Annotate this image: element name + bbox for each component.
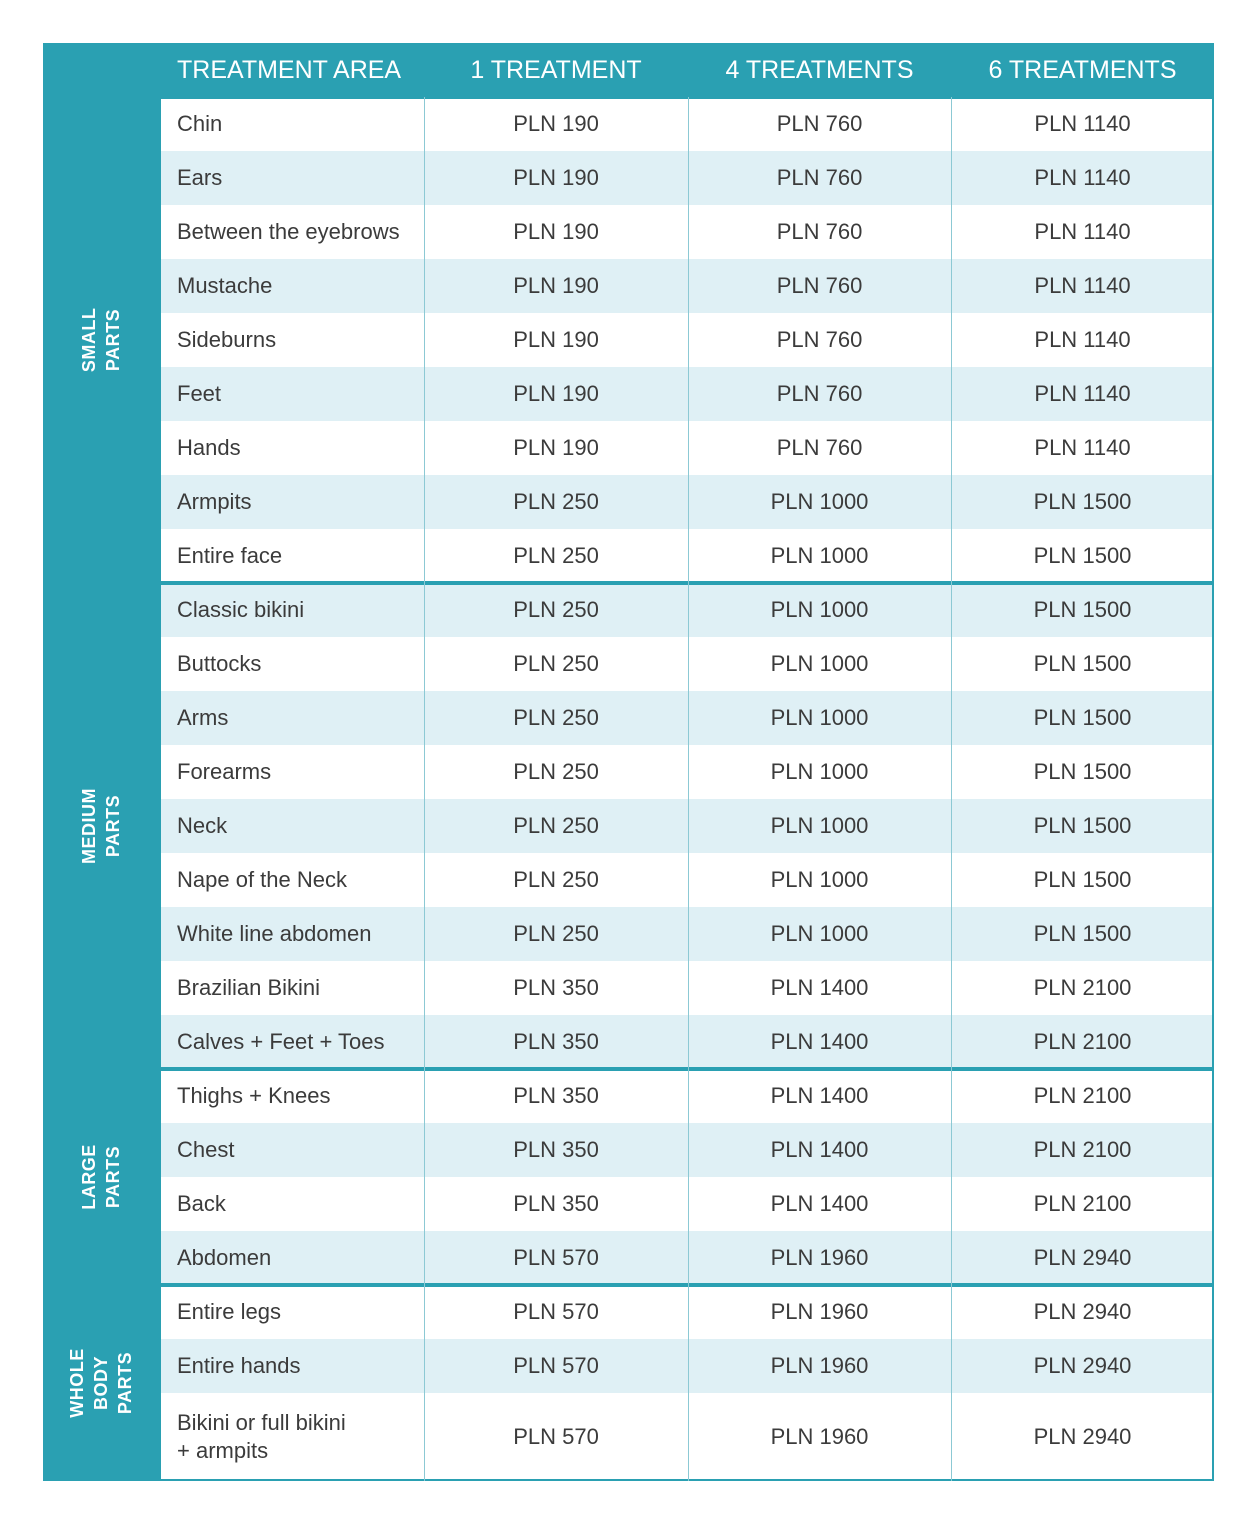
price-cell: PLN 2940 [1033, 1299, 1132, 1324]
price-cell: PLN 570 [513, 1245, 599, 1270]
price-cell: PLN 350 [513, 1029, 599, 1054]
price-cell: PLN 1000 [770, 813, 869, 838]
price-cell: PLN 2100 [1033, 975, 1132, 1000]
price-cell: PLN 2940 [1033, 1353, 1132, 1378]
price-cell: PLN 1500 [1033, 489, 1132, 514]
price-cell: PLN 1140 [1034, 219, 1131, 244]
treatment-area-cell: Arms [177, 705, 229, 730]
category-band [43, 97, 159, 583]
group-outline [159, 583, 1214, 1069]
treatment-area-cell: Back [177, 1191, 226, 1216]
column-divider [951, 97, 952, 1481]
price-cell: PLN 1960 [770, 1353, 869, 1378]
price-cell: PLN 2100 [1033, 1137, 1132, 1162]
price-cell: PLN 2100 [1033, 1191, 1132, 1216]
price-cell: PLN 190 [513, 111, 599, 136]
price-cell: PLN 250 [513, 921, 599, 946]
price-cell: PLN 1960 [770, 1299, 869, 1324]
treatment-area-cell: Calves + Feet + Toes [177, 1029, 385, 1054]
category-band [43, 1285, 159, 1481]
price-cell: PLN 1500 [1033, 543, 1132, 568]
category-label: SMALL PARTS [79, 307, 123, 373]
price-cell: PLN 1000 [770, 489, 869, 514]
treatment-area-cell: Classic bikini [177, 597, 305, 622]
treatment-area-cell: Entire hands [177, 1353, 301, 1378]
treatment-area-cell: Entire face [177, 543, 283, 568]
price-cell: PLN 760 [776, 381, 863, 406]
price-cell: PLN 1400 [770, 975, 869, 1000]
treatment-area-cell: Nape of the Neck [177, 867, 347, 892]
price-cell: PLN 1400 [770, 1029, 869, 1054]
price-cell: PLN 250 [513, 759, 599, 784]
category-label: LARGE PARTS [79, 1144, 123, 1210]
treatment-area-cell: Armpits [177, 489, 252, 514]
price-cell: PLN 1500 [1033, 597, 1132, 622]
price-cell: PLN 350 [513, 975, 599, 1000]
price-cell: PLN 1960 [770, 1245, 869, 1270]
price-cell: PLN 1140 [1034, 111, 1131, 136]
price-cell: PLN 760 [776, 435, 863, 460]
price-cell: PLN 1140 [1034, 381, 1131, 406]
price-cell: PLN 1500 [1033, 867, 1132, 892]
price-cell: PLN 1000 [770, 597, 869, 622]
price-cell: PLN 250 [513, 813, 599, 838]
price-cell: PLN 2940 [1033, 1245, 1132, 1270]
price-cell: PLN 190 [513, 273, 599, 298]
price-cell: PLN 250 [513, 597, 599, 622]
price-cell: PLN 570 [513, 1424, 599, 1449]
price-cell: PLN 760 [776, 219, 863, 244]
treatment-area-cell: Between the eyebrows [177, 219, 400, 244]
column-divider [688, 97, 689, 1481]
column-divider [424, 97, 425, 1481]
price-cell: PLN 250 [513, 651, 599, 676]
header-cell: 1 TREATMENT [470, 56, 642, 84]
price-cell: PLN 1140 [1034, 165, 1131, 190]
treatment-area-cell: Abdomen [177, 1245, 272, 1270]
price-cell: PLN 1400 [770, 1083, 869, 1108]
group-outline [159, 1285, 1214, 1481]
price-cell: PLN 250 [513, 705, 599, 730]
treatment-area-cell: Neck [177, 813, 228, 838]
price-cell: PLN 350 [513, 1191, 599, 1216]
table-header [159, 43, 1214, 97]
price-cell: PLN 250 [513, 867, 599, 892]
price-cell: PLN 1000 [770, 867, 869, 892]
price-cell: PLN 1000 [770, 543, 869, 568]
price-cell: PLN 190 [513, 381, 599, 406]
price-cell: PLN 250 [513, 489, 599, 514]
header-corner [43, 43, 159, 97]
price-cell: PLN 2100 [1033, 1083, 1132, 1108]
price-cell: PLN 1500 [1033, 759, 1132, 784]
price-cell: PLN 1140 [1034, 435, 1131, 460]
price-cell: PLN 250 [513, 543, 599, 568]
price-cell: PLN 190 [513, 435, 599, 460]
treatment-area-cell: Bikini or full bikini + armpits [177, 1410, 346, 1463]
price-cell: PLN 570 [513, 1353, 599, 1378]
category-band [43, 583, 159, 1069]
price-cell: PLN 1000 [770, 759, 869, 784]
price-cell: PLN 1140 [1034, 273, 1131, 298]
price-cell: PLN 760 [776, 327, 863, 352]
group-outline [159, 1069, 1214, 1285]
price-cell: PLN 760 [776, 111, 863, 136]
price-cell: PLN 1500 [1033, 651, 1132, 676]
price-cell: PLN 2100 [1033, 1029, 1132, 1054]
treatment-area-cell: Sideburns [177, 327, 277, 352]
treatment-area-cell: Forearms [177, 759, 272, 784]
price-cell: PLN 1400 [770, 1191, 869, 1216]
header-cell: TREATMENT AREA [177, 56, 402, 84]
treatment-area-cell: Entire legs [177, 1299, 281, 1324]
treatment-area-cell: Mustache [177, 273, 273, 298]
treatment-area-cell: White line abdomen [177, 921, 372, 946]
price-cell: PLN 190 [513, 219, 599, 244]
header-cell: 6 TREATMENTS [988, 56, 1177, 84]
price-cell: PLN 1500 [1033, 705, 1132, 730]
price-cell: PLN 350 [513, 1137, 599, 1162]
price-cell: PLN 1000 [770, 705, 869, 730]
treatment-area-cell: Chin [177, 111, 223, 136]
price-cell: PLN 190 [513, 327, 599, 352]
price-cell: PLN 2940 [1033, 1424, 1132, 1449]
category-label: MEDIUM PARTS [79, 788, 123, 864]
group-outline [159, 97, 1214, 583]
treatment-area-cell: Chest [177, 1137, 235, 1162]
treatment-area-cell: Hands [177, 435, 241, 460]
price-cell: PLN 1000 [770, 651, 869, 676]
treatment-area-cell: Thighs + Knees [177, 1083, 331, 1108]
price-cell: PLN 1140 [1034, 327, 1131, 352]
treatment-area-cell: Buttocks [177, 651, 262, 676]
price-cell: PLN 1000 [770, 921, 869, 946]
category-label: WHOLE BODY PARTS [67, 1348, 135, 1418]
price-cell: PLN 190 [513, 165, 599, 190]
category-band [43, 1069, 159, 1285]
price-cell: PLN 760 [776, 165, 863, 190]
price-cell: PLN 1500 [1033, 813, 1132, 838]
header-cell: 4 TREATMENTS [725, 56, 914, 84]
price-cell: PLN 1400 [770, 1137, 869, 1162]
treatment-area-cell: Feet [177, 381, 222, 406]
price-cell: PLN 1500 [1033, 921, 1132, 946]
price-cell: PLN 350 [513, 1083, 599, 1108]
treatment-area-cell: Ears [177, 165, 223, 190]
price-cell: PLN 1960 [770, 1424, 869, 1449]
treatment-area-cell: Brazilian Bikini [177, 975, 321, 1000]
price-cell: PLN 570 [513, 1299, 599, 1324]
price-cell: PLN 760 [776, 273, 863, 298]
